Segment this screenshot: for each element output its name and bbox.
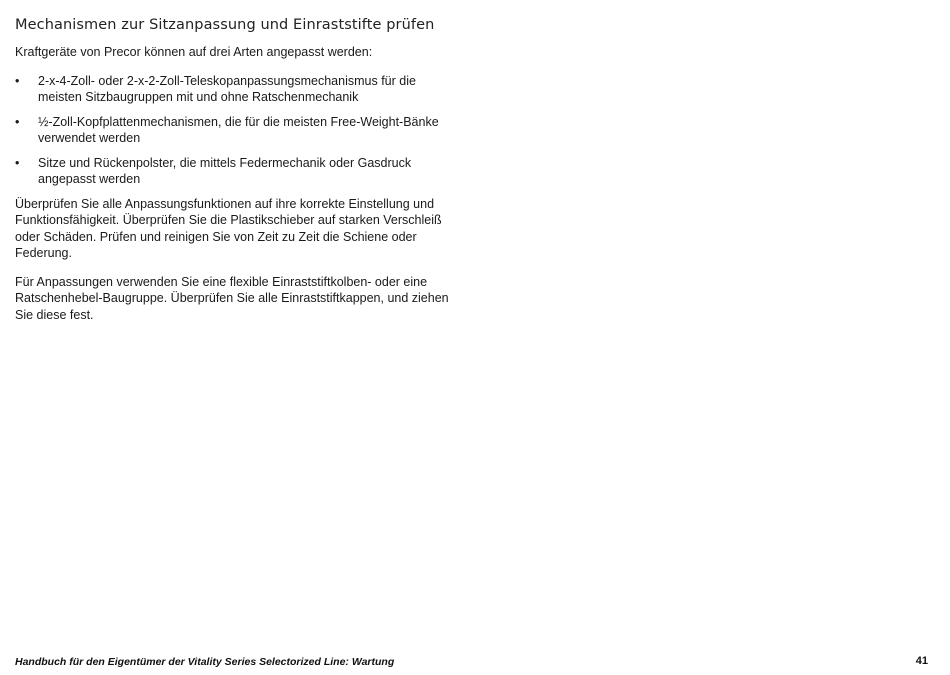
list-item-text: 2-x-4-Zoll- oder 2-x-2-Zoll-Teleskopanpassungsmechanismus für die meisten Sitzbaugruppen mit und ohne Ratschenmechanik [38,73,416,104]
list-item [15,114,455,147]
list-item [15,155,455,188]
main-content [15,14,455,323]
bullet-marker: • [15,114,20,129]
page-number: 41 [915,655,928,667]
intro-paragraph: Kraftgeräte von Precor können auf drei Arten angepasst werden: [15,45,373,59]
adjustment-types-list [15,73,455,188]
list-item-text: ½-Zoll-Kopfplattenmechanismen, die für die meisten Free-Weight-Bänke verwendet werden [38,114,439,145]
bullet-marker: • [15,155,20,170]
check-paragraph: Überprüfen Sie alle Anpassungsfunktionen auf ihre korrekte Einstellung und Funktionsfähigkeit. Überprüfen Sie die Plastikschieber auf starken Verschleiß oder Schäden. Prüfen und reinigen Sie von Zeit zu Zeit die Schiene oder Federung. [15,196,442,260]
footer-manual-title: Handbuch für den Eigentümer der Vitality Series Selectorized Line: Wartung [15,656,395,668]
list-item-text: Sitze und Rückenpolster, die mittels Federmechanik oder Gasdruck angepasst werden [38,155,412,186]
list-item [15,73,455,106]
bullet-marker: • [15,73,20,88]
section-heading: Mechanismen zur Sitzanpassung und Einraststifte prüfen [15,17,435,33]
adjust-paragraph: Für Anpassungen verwenden Sie eine flexible Einraststiftkolben- oder eine Ratschenhebel-Baugruppe. Überprüfen Sie alle Einraststiftkappen, und ziehen Sie diese fest. [15,274,449,322]
